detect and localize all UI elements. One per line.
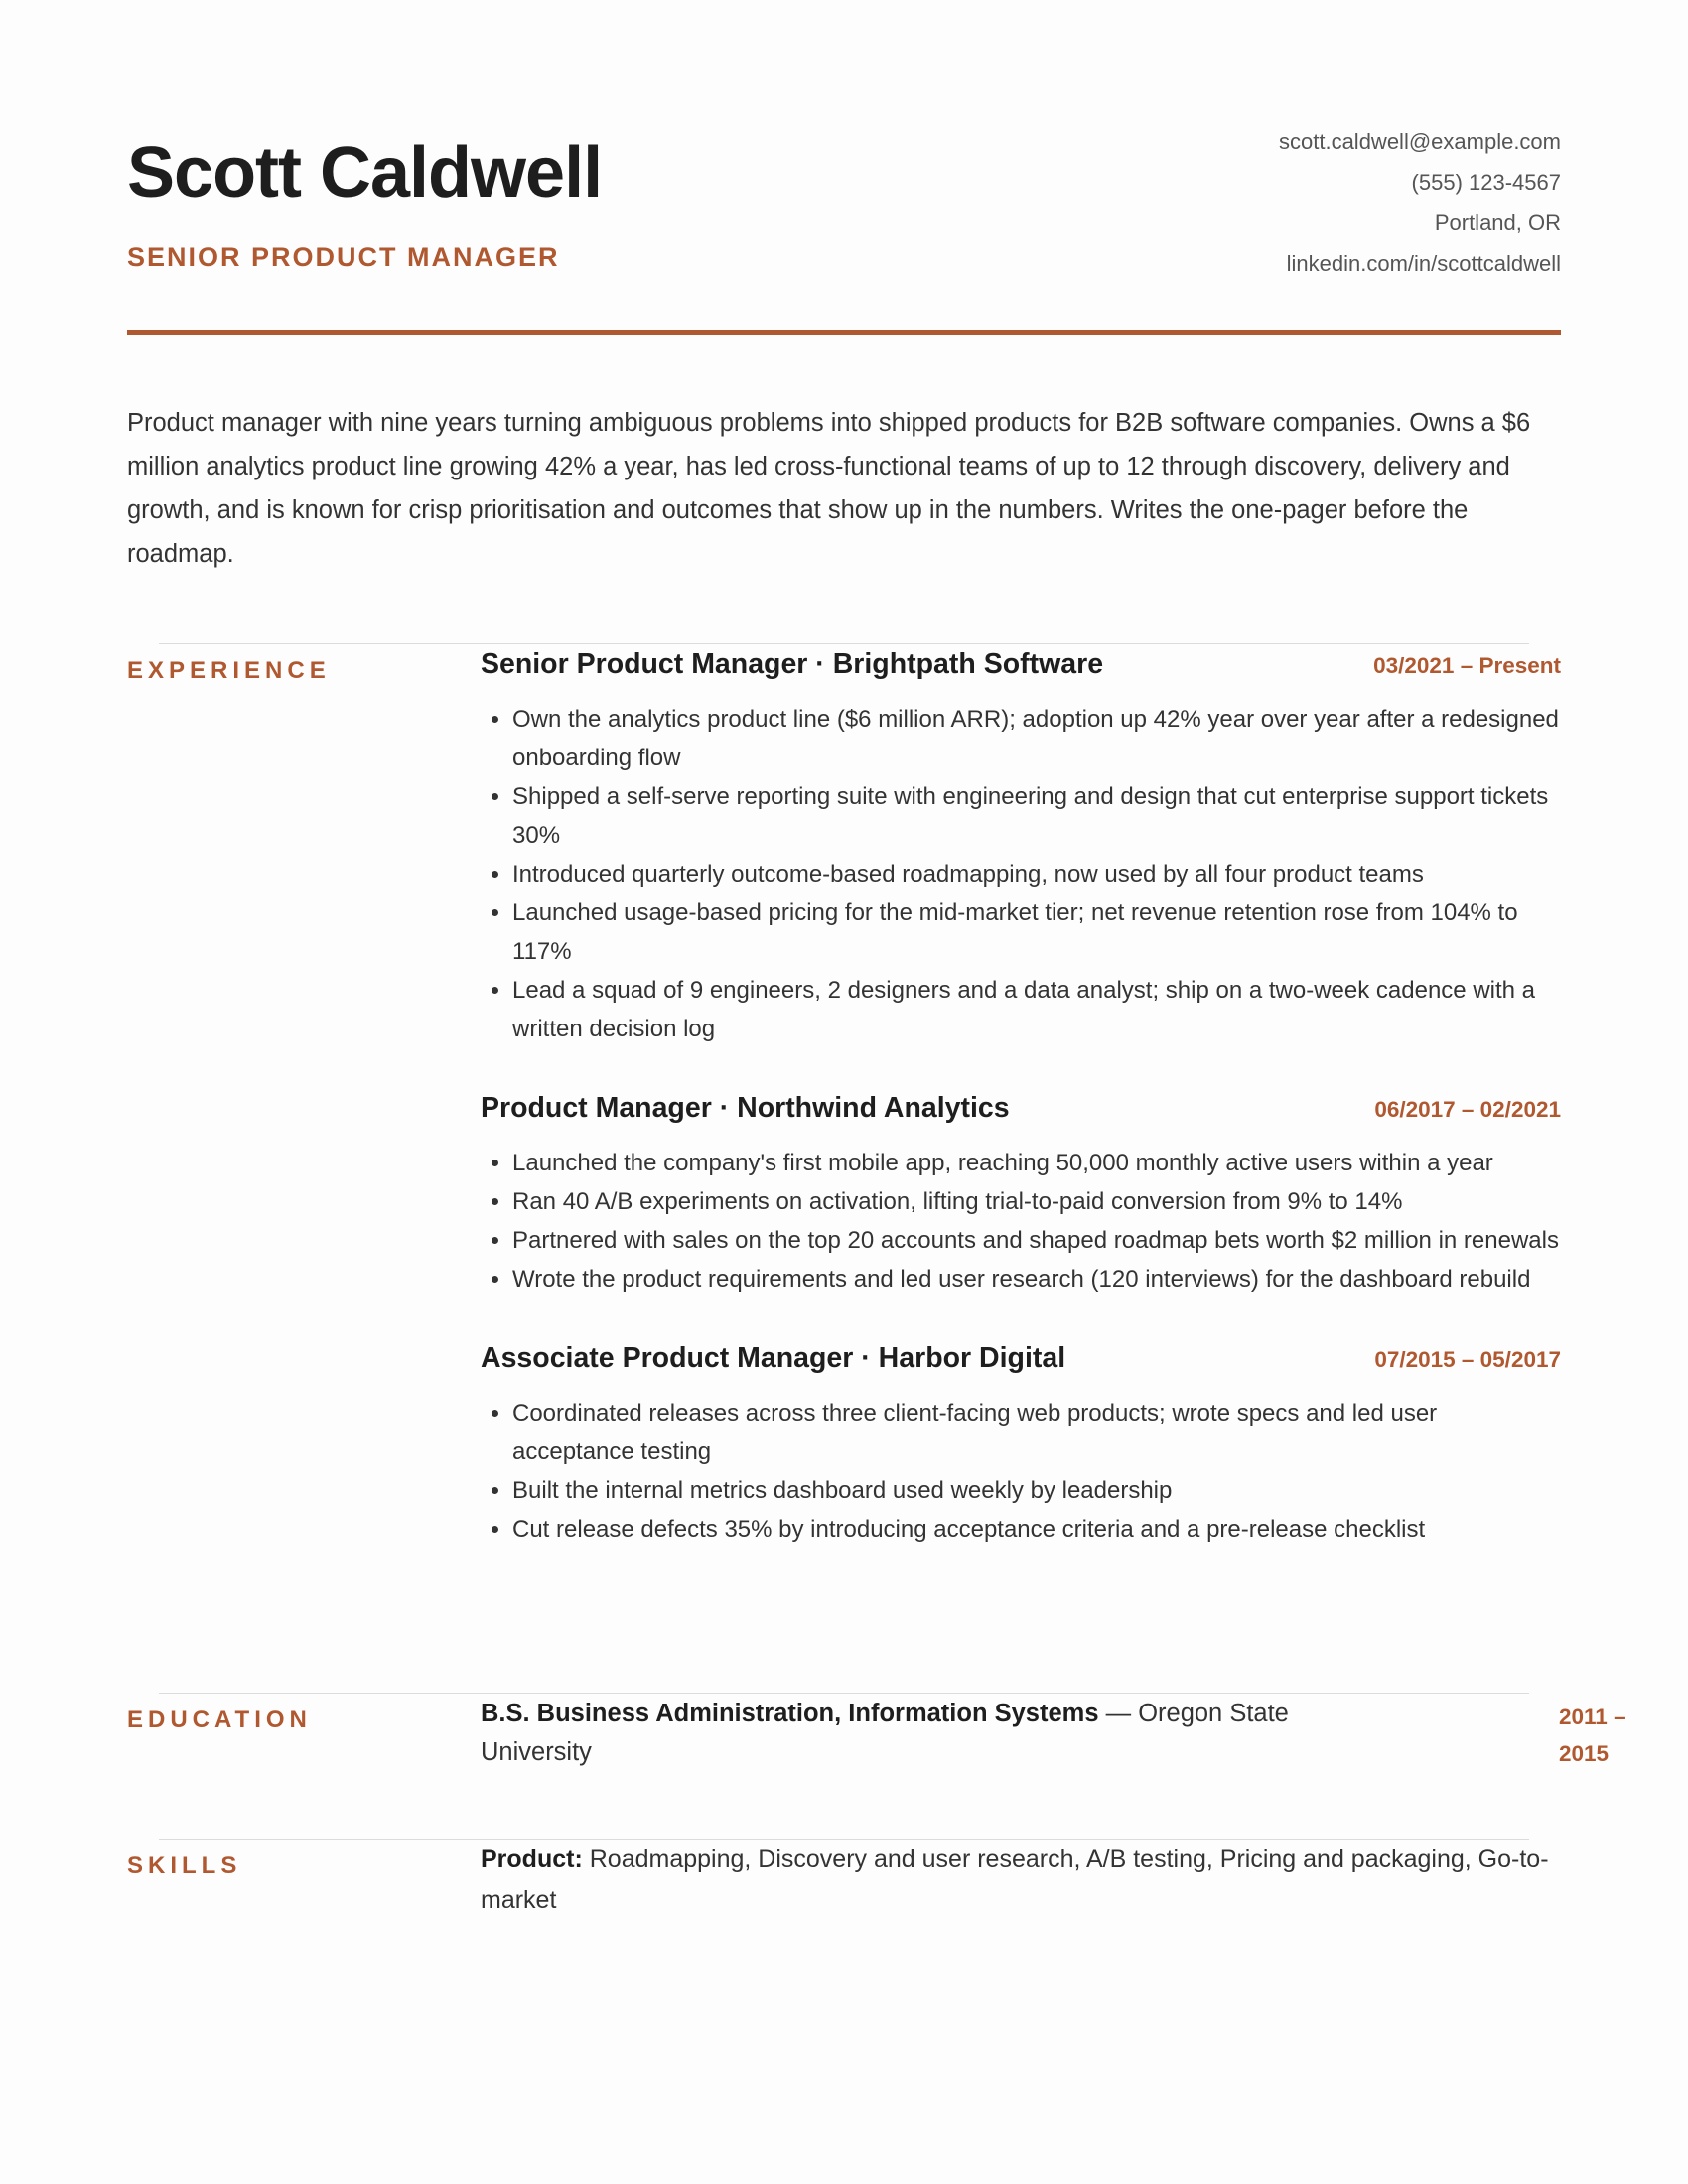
summary-paragraph: Product manager with nine years turning ambiguous problems into shipped products for B2B software companies. Owns a $6 million analytics product line growing 42% a year, has led cross-functional teams of up to 12 through discovery, delivery and growth, and is known for crisp prioritisation and outcomes that show up in the numbers. Writes the one-pager before the roadmap. [127,409,1531,568]
job-dates: 03/2021 – Present [1373,653,1561,678]
contact-location: Portland, OR [1434,210,1561,235]
education-dates: 2011 – 2015 [1559,1705,1626,1766]
resume-header [127,0,1561,338]
bullet-item: • Built the internal metrics dashboard used weekly by leadership [512,1471,1561,1510]
section-label-experience: EXPERIENCE [127,657,331,684]
section-label-education: EDUCATION [127,1706,312,1733]
resume-page [127,0,1626,1914]
job-title: Senior Product Manager · Brightpath Software [481,648,1104,680]
bullet-item: • Partnered with sales on the top 20 accounts and shaped roadmap bets worth $2 million in renewals [512,1221,1561,1260]
bullet-item: • Launched the company's first mobile app, reaching 50,000 monthly active users within a year [512,1144,1561,1182]
skills-text [481,1840,1561,1921]
job-dates: 06/2017 – 02/2021 [1374,1097,1561,1122]
education-degree: B.S. Business Administration, Information Systems [481,1700,1099,1727]
contact-linkedin: linkedin.com/in/scottcaldwell [1286,251,1561,276]
job-entry [481,1092,1561,1298]
bullet-item: • Launched usage-based pricing for the mid-market tier; net revenue retention rose from 104% to 117% [512,893,1561,971]
candidate-name: Scott Caldwell [127,133,603,212]
bullet-item: • Own the analytics product line ($6 million ARR); adoption up 42% year over year after a redesigned onboarding flow [512,700,1561,777]
job-dates: 07/2015 – 05/2017 [1374,1347,1561,1372]
education-text [481,1695,1354,1772]
education-school: Oregon State University [481,1700,1289,1766]
bullet-item: • Ran 40 A/B experiments on activation, lifting trial-to-paid conversion from 9% to 14% [512,1182,1561,1221]
bullet-item: • Shipped a self-serve reporting suite with engineering and design that cut enterprise support tickets 30% [512,777,1561,855]
contact-email: scott.caldwell@example.com [1279,129,1561,154]
bullet-item: • Wrote the product requirements and led user research (120 interviews) for the dashboard rebuild [512,1260,1561,1298]
job-title: Product Manager · Northwind Analytics [481,1092,1010,1124]
section-label-skills: SKILLS [127,1852,242,1879]
education-separator: — [1098,1700,1139,1727]
candidate-role: SENIOR PRODUCT MANAGER [127,242,560,272]
contact-phone: (555) 123-4567 [1411,170,1561,195]
job-entry [481,1342,1561,1549]
job-header [481,1342,1561,1388]
section-divider [159,1693,1529,1694]
skills-category: Product: [481,1845,583,1873]
contact-block [1279,121,1561,284]
job-title: Associate Product Manager · Harbor Digital [481,1342,1066,1374]
bullet-item: • Introduced quarterly outcome-based roadmapping, now used by all four product teams [512,855,1561,893]
section-divider [159,643,1529,644]
header-divider [127,330,1561,335]
experience-list [481,648,1561,1549]
job-entry [481,648,1561,1048]
job-header [481,648,1561,694]
job-header [481,1092,1561,1138]
skills-items: Roadmapping, Discovery and user research, A/B testing, Pricing and packaging, Go-to-market [481,1845,1549,1914]
job-bullets [481,1394,1561,1549]
job-bullets [481,1144,1561,1298]
bullet-item: • Cut release defects 35% by introducing acceptance criteria and a pre-release checklist [512,1510,1561,1549]
bullet-item: • Lead a squad of 9 engineers, 2 designers and a data analyst; ship on a two-week cadence with a written decision log [512,971,1561,1048]
job-bullets [481,700,1561,1048]
bullet-item: • Coordinated releases across three client-facing web products; wrote specs and led user acceptance testing [512,1394,1561,1471]
